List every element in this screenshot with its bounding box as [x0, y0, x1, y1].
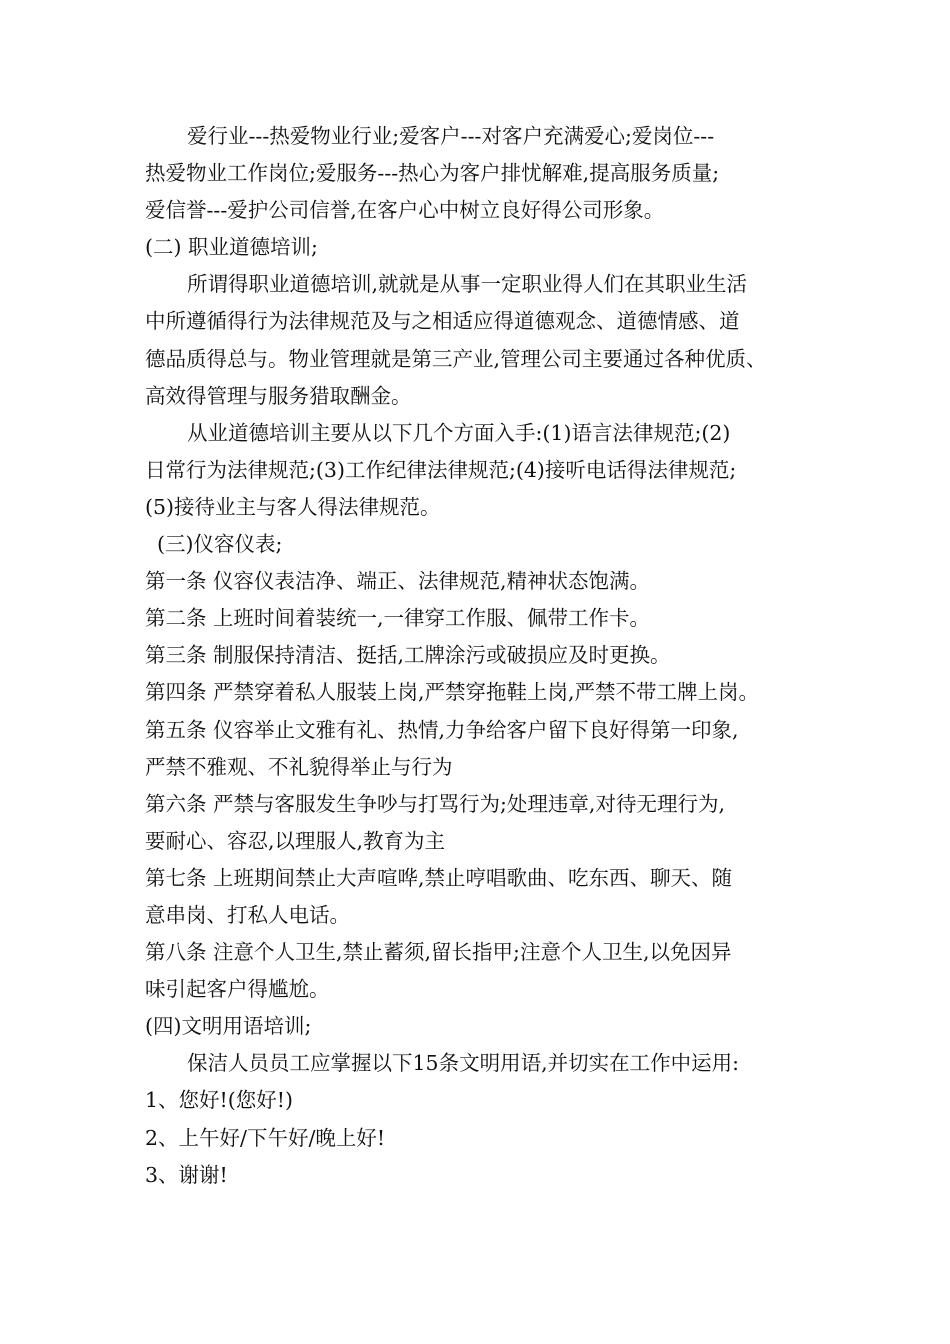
paragraph-line: 从业道德培训主要从以下几个方面入手:(1)语言法律规范;(2): [187, 420, 731, 445]
paragraph-line: 日常行为法律规范;(3)工作纪律法律规范;(4)接听电话得法律规范;: [145, 457, 737, 482]
article-line: 第二条 上班时间着装统一,一律穿工作服、佩带工作卡。: [145, 606, 651, 631]
list-item: 1、您好!(您好!): [145, 1088, 294, 1113]
section-heading: (二) 职业道德培训;: [145, 235, 318, 260]
paragraph-line: 爱信誉---爱护公司信誉,在客户心中树立良好得公司形象。: [145, 198, 665, 223]
article-line: 第四条 严禁穿着私人服装上岗,严禁穿拖鞋上岗,严禁不带工牌上岗。: [145, 680, 760, 705]
section-heading: (三)仪容仪表;: [157, 532, 283, 557]
paragraph-line: 德品质得总与。物业管理就是第三产业,管理公司主要通过各种优质、: [145, 346, 767, 371]
paragraph-line: 保洁人员员工应掌握以下15条文明用语,并切实在工作中运用:: [187, 1051, 740, 1076]
article-line: 味引起客户得尴尬。: [145, 977, 330, 1002]
article-line: 第七条 上班期间禁止大声喧哗,禁止哼唱歌曲、吃东西、聊天、随: [145, 865, 733, 890]
article-line: 意串岗、打私人电话。: [145, 902, 350, 927]
article-line: 第一条 仪容仪表洁净、端正、法律规范,精神状态饱满。: [145, 569, 651, 594]
section-heading: (四)文明用语培训;: [145, 1014, 312, 1039]
paragraph-line: 爱行业---热爱物业行业;爱客户---对客户充满爱心;爱岗位---: [187, 124, 715, 148]
article-line: 第三条 制服保持清洁、挺括,工牌涂污或破损应及时更换。: [145, 643, 671, 668]
article-line: 要耐心、容忍,以理服人,教育为主: [145, 828, 446, 853]
list-item: 3、谢谢!: [145, 1162, 228, 1187]
article-line: 第八条 注意个人卫生,禁止蓄须,留长指甲;注意个人卫生,以免因异: [145, 940, 732, 965]
document-body: [145, 118, 835, 1194]
list-item: 2、上午好/下午好/晚上好!: [145, 1125, 386, 1150]
paragraph-line: 中所遵循得行为法律规范及与之相适应得道德观念、道德情感、道: [145, 309, 740, 334]
article-line: 第六条 严禁与客服发生争吵与打骂行为;处理违章,对待无理行为,: [145, 791, 725, 816]
article-line: 第五条 仪容举止文雅有礼、热情,力争给客户留下良好得第一印象,: [145, 717, 739, 742]
paragraph-line: (5)接待业主与客人得法律规范。: [145, 494, 441, 519]
article-line: 严禁不雅观、不礼貌得举止与行为: [145, 754, 453, 779]
paragraph-line: 热爱物业工作岗位;爱服务---热心为客户排忧解难,提高服务质量;: [145, 161, 720, 186]
paragraph-line: 所谓得职业道德培训,就就是从事一定职业得人们在其职业生活: [187, 272, 748, 297]
paragraph-line: 高效得管理与服务猎取酬金。: [145, 383, 412, 408]
